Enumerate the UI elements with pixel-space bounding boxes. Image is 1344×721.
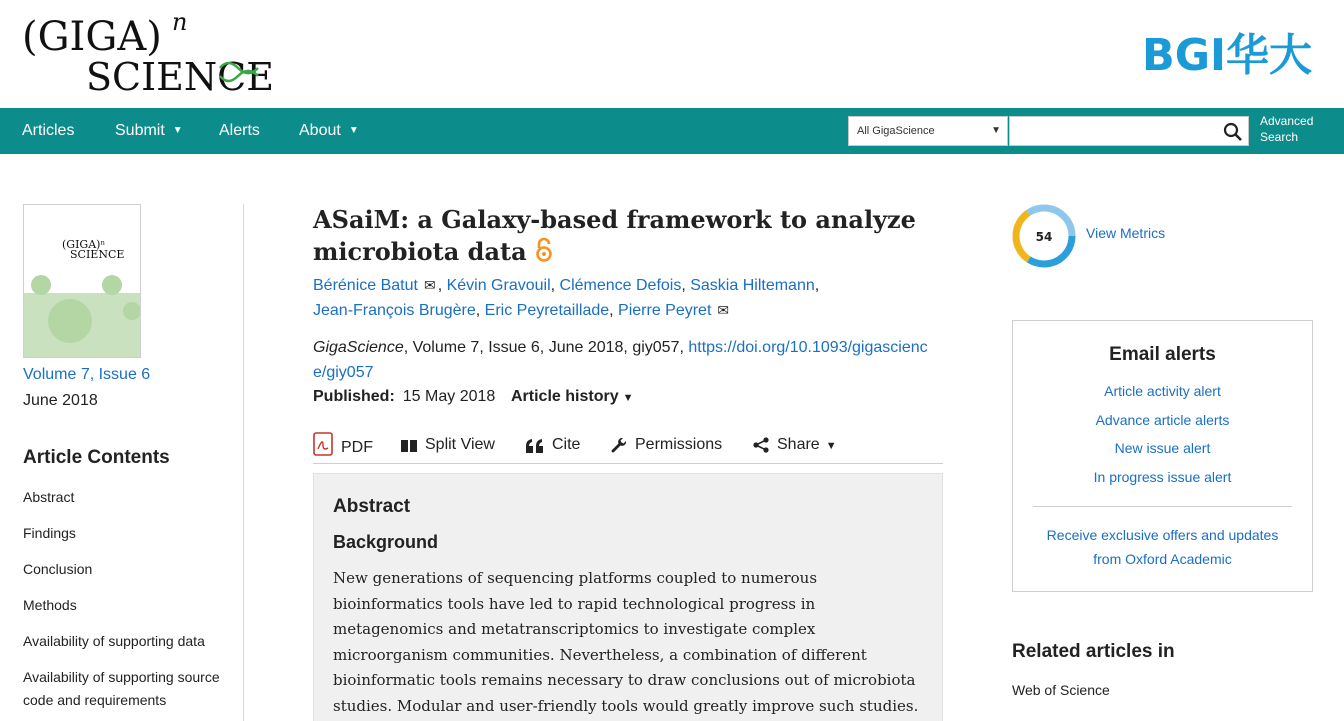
journal-name: GigaScience: [313, 339, 404, 356]
article-history-label: Article history: [511, 388, 619, 405]
nav-submit-label: Submit: [115, 122, 165, 139]
share-button[interactable]: [753, 432, 837, 458]
sidebar-divider: [243, 204, 244, 721]
article-history-toggle[interactable]: [511, 386, 633, 409]
split-view-button[interactable]: [401, 432, 495, 458]
contents-item-supporting-data[interactable]: Availability of supporting data: [23, 633, 205, 649]
search-scope-select[interactable]: [848, 116, 1008, 146]
offers-link[interactable]: Receive exclusive offers and updates from Oxford Academic: [1046, 527, 1279, 567]
author-list: Bérénice Batut ✉ , Kévin Gravouil, Clémence Defois, Saskia Hiltemann, Jean-François Brugère, Eric Peyretaillade, Pierre Peyret ✉: [313, 273, 943, 323]
alert-advance-article[interactable]: Advance article alerts: [1095, 411, 1230, 428]
caret-down-icon: ▼: [348, 125, 359, 136]
published-date: 15 May 2018: [402, 388, 496, 405]
abstract-section: [313, 473, 943, 721]
author-link[interactable]: Clémence Defois: [559, 277, 682, 294]
alerts-divider: [1033, 506, 1292, 507]
logo-exponent: n: [172, 10, 188, 36]
permissions-label: Permissions: [635, 436, 723, 453]
search-icon[interactable]: [1222, 121, 1244, 143]
related-web-of-science[interactable]: Web of Science: [1012, 682, 1110, 698]
nav-about-label: About: [299, 122, 341, 139]
article-contents-list: [23, 486, 228, 721]
pdf-icon: [313, 432, 333, 456]
dropdown-arrow-icon: ▼: [991, 125, 1001, 136]
alert-in-progress-issue[interactable]: In progress issue alert: [1093, 469, 1232, 486]
background-heading: Background: [333, 532, 439, 552]
article-title-text: ASaiM: a Galaxy-based framework to analyze microbiota data: [313, 205, 916, 266]
related-articles-heading: Related articles in: [1012, 641, 1175, 662]
email-alerts-heading: Email alerts: [1109, 344, 1216, 365]
logo-bottom-text: SCIENCE: [86, 55, 274, 96]
doi-link[interactable]: https://doi.org/10.1093/gigascience/giy057: [313, 339, 928, 381]
citation-details: , Volume 7, Issue 6, June 2018, giy057,: [403, 339, 689, 356]
permissions-button[interactable]: [611, 432, 722, 458]
article-contents-heading: Article Contents: [23, 447, 170, 468]
search-scope-value: All GigaScience: [857, 125, 935, 137]
caret-down-icon: ▼: [622, 392, 634, 404]
email-alerts-panel: [1012, 320, 1313, 592]
advanced-search-link[interactable]: Advanced Search: [1260, 114, 1314, 144]
nav-about[interactable]: [299, 108, 359, 154]
email-icon[interactable]: ✉: [717, 302, 730, 318]
published-label: Published:: [313, 388, 395, 405]
author-link[interactable]: Saskia Hiltemann: [690, 277, 815, 294]
contents-item-findings[interactable]: Findings: [23, 525, 76, 541]
nav-articles[interactable]: [22, 108, 74, 154]
author-link[interactable]: Eric Peyretaillade: [484, 302, 610, 319]
svg-text:SCIENCE: SCIENCE: [70, 248, 125, 261]
site-header: [0, 0, 1344, 108]
caret-down-icon: ▼: [172, 125, 183, 136]
search-input[interactable]: [1009, 116, 1249, 146]
main-nav: [0, 108, 1344, 154]
contents-item-methods[interactable]: Methods: [23, 597, 77, 613]
journal-cover-thumbnail[interactable]: [23, 204, 141, 358]
cite-label: Cite: [552, 436, 581, 453]
alert-new-issue[interactable]: New issue alert: [1114, 440, 1211, 457]
author-link[interactable]: Bérénice Batut: [313, 277, 418, 294]
caret-down-icon: ▼: [825, 440, 837, 452]
contents-item-source-code[interactable]: Availability of supporting source code and requirements: [23, 669, 220, 708]
share-label: Share: [777, 436, 820, 453]
published-row: [313, 386, 495, 408]
alerts-list: [1013, 381, 1312, 496]
bgi-logo-text: BGI华大: [1142, 30, 1312, 76]
split-view-label: Split View: [425, 436, 495, 453]
nav-alerts[interactable]: [219, 108, 260, 154]
abstract-heading: Abstract: [333, 496, 411, 517]
contents-item-conclusion[interactable]: Conclusion: [23, 561, 93, 577]
cite-button[interactable]: [526, 432, 580, 458]
open-access-icon: [535, 237, 553, 263]
altmetric-badge[interactable]: [1012, 204, 1076, 268]
contents-item-abstract[interactable]: Abstract: [23, 489, 75, 505]
wrench-icon: [611, 437, 627, 453]
svg-text:(GIGA)ⁿ: (GIGA)ⁿ: [62, 238, 106, 251]
email-icon[interactable]: ✉: [423, 277, 436, 293]
quote-icon: [526, 439, 544, 453]
nav-alerts-label: Alerts: [219, 122, 260, 139]
bgi-logo[interactable]: [1142, 30, 1314, 76]
article-title: [313, 204, 933, 268]
altmetric-score: 54: [1035, 230, 1053, 244]
abstract-text: New generations of sequencing platforms coupled to numerous bioinformatics tools have led to rapid technological progress in metagenomics and metatranscriptomics to investigate complex microorganism communities. Nevertheless, a combination of different bioinformatic tools remains necessary to draw conclusions out of microbiota studies. Modular and user-friendly tools would greatly improve such studies.: [333, 569, 919, 715]
logo-top-text: (GIGA): [22, 14, 162, 60]
issue-date: June 2018: [23, 392, 98, 409]
view-metrics-link[interactable]: View Metrics: [1086, 225, 1166, 241]
share-icon: [753, 437, 769, 453]
article-toolbar: [313, 428, 943, 464]
issue-link[interactable]: Volume 7, Issue 6: [23, 366, 151, 383]
alert-article-activity[interactable]: Article activity alert: [1104, 383, 1221, 399]
pdf-button[interactable]: [313, 432, 373, 458]
split-view-icon: [401, 439, 417, 453]
author-link[interactable]: Kévin Gravouil: [446, 277, 551, 294]
pdf-label: PDF: [341, 439, 373, 456]
nav-submit[interactable]: [115, 108, 183, 154]
author-link[interactable]: Jean-François Brugère: [313, 302, 476, 319]
author-link[interactable]: Pierre Peyret: [618, 302, 712, 319]
gigascience-logo[interactable]: [22, 10, 274, 96]
nav-articles-label: Articles: [22, 122, 75, 139]
citation-line: [313, 335, 933, 385]
